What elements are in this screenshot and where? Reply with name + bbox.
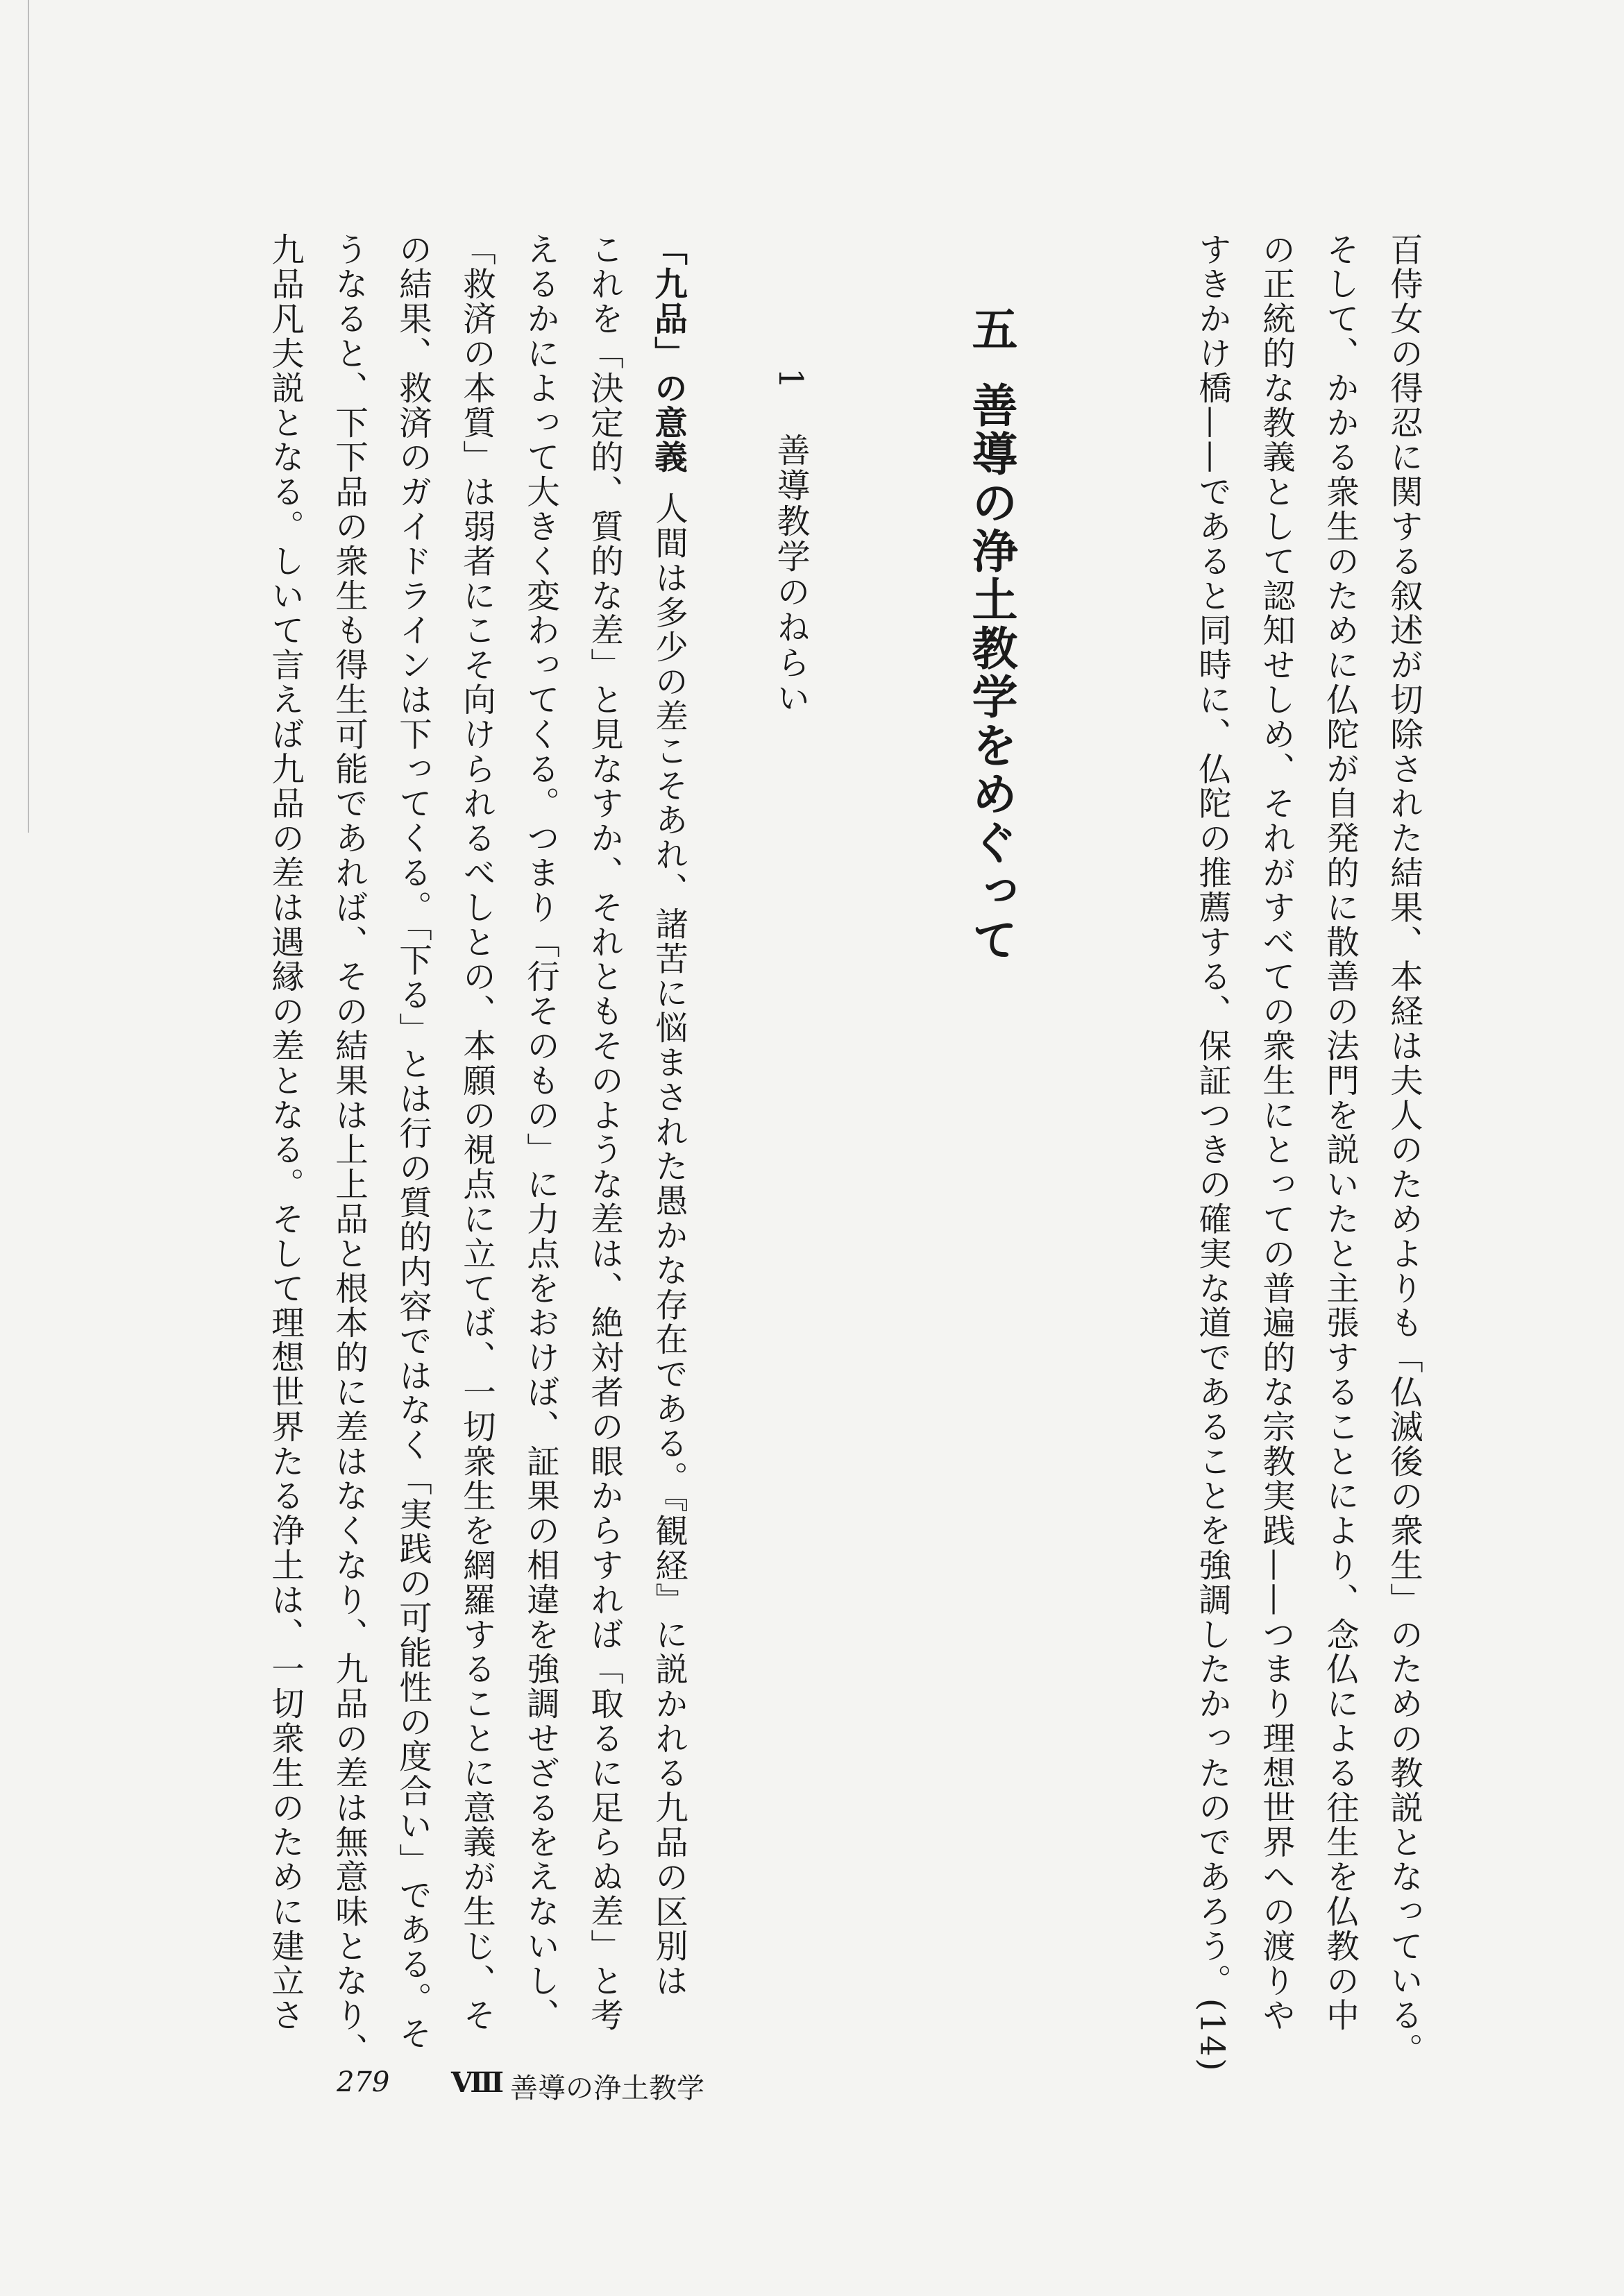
- chapter-number: Ⅷ: [451, 2066, 504, 2099]
- body-line-2: そして、かかる衆生のために仏陀が自発的に散善の法門を説いたと主張することにより、念仏による往生を仏教の中: [1320, 232, 1359, 2033]
- body-line-4: すきかけ橋——であると同時に、仏陀の推薦する、保証つきの確実な道であることを強調したかったのであろう。(14): [1192, 232, 1231, 2073]
- paragraph-line-7: 九品凡夫説となる。しいて言えば九品の差は遇縁の差となる。そして理想世界たる浄土は、一切衆生のために建立さ: [265, 232, 304, 2033]
- page-footer: [0, 2066, 1624, 2108]
- subsection-number: 1: [771, 368, 810, 391]
- subsection-heading: [771, 368, 810, 716]
- page-number: 279: [337, 2066, 390, 2098]
- body-line-3: の正統的な教義として認知せしめ、それがすべての衆生にとっての普遍的な宗教実践——つまり理想世界への渡りや: [1256, 232, 1295, 2033]
- paragraph-line-4: 「救済の本質」は弱者にこそ向けられるべしとの、本願の視点に立てば、一切衆生を網羅することに意義が生じ、そ: [457, 232, 496, 2033]
- section-number: 五: [964, 305, 1018, 354]
- subsection-title: 善導教学のねらい: [771, 432, 810, 716]
- paragraph-first-line-text: 人間は多少の差こそあれ、諸苦に悩まされた愚かな存在である。『観経』に説かれる九品の区別は: [649, 491, 688, 1999]
- paragraph-line-3: えるかによって大きく変わってくる。つまり「行そのもの」に力点をおけば、証果の相違を強調せざるをえないし、: [521, 232, 559, 2033]
- section-heading: [964, 305, 1018, 964]
- section-title: 善導の浄土教学をめぐって: [964, 382, 1018, 964]
- paragraph-line-6: うなると、下下品の衆生も得生可能であれば、その結果は上上品と根本的に差はなくなり、九品の差は無意味となり、: [329, 232, 368, 2068]
- paragraph-heading: 「九品」の意義: [648, 232, 688, 475]
- body-line-1: 百侍女の得忍に関する叙述が切除された結果、本経は夫人のためよりも「仏滅後の衆生」のための教説となっている。: [1384, 232, 1423, 2068]
- paragraph-line-5: の結果、救済のガイドラインは下ってくる。「下る」とは行の質的内容ではなく「実践の可能性の度合い」である。そ: [393, 232, 432, 2051]
- chapter-title: 善導の浄土教学: [510, 2073, 704, 2104]
- paragraph-first-line: [648, 232, 688, 1999]
- page-edge-line: [28, 0, 29, 833]
- paragraph-line-2: これを「決定的、質的な差」と見なすか、それともそのような差は、絶対者の眼からすれば「取るに足らぬ差」と考: [584, 232, 623, 2033]
